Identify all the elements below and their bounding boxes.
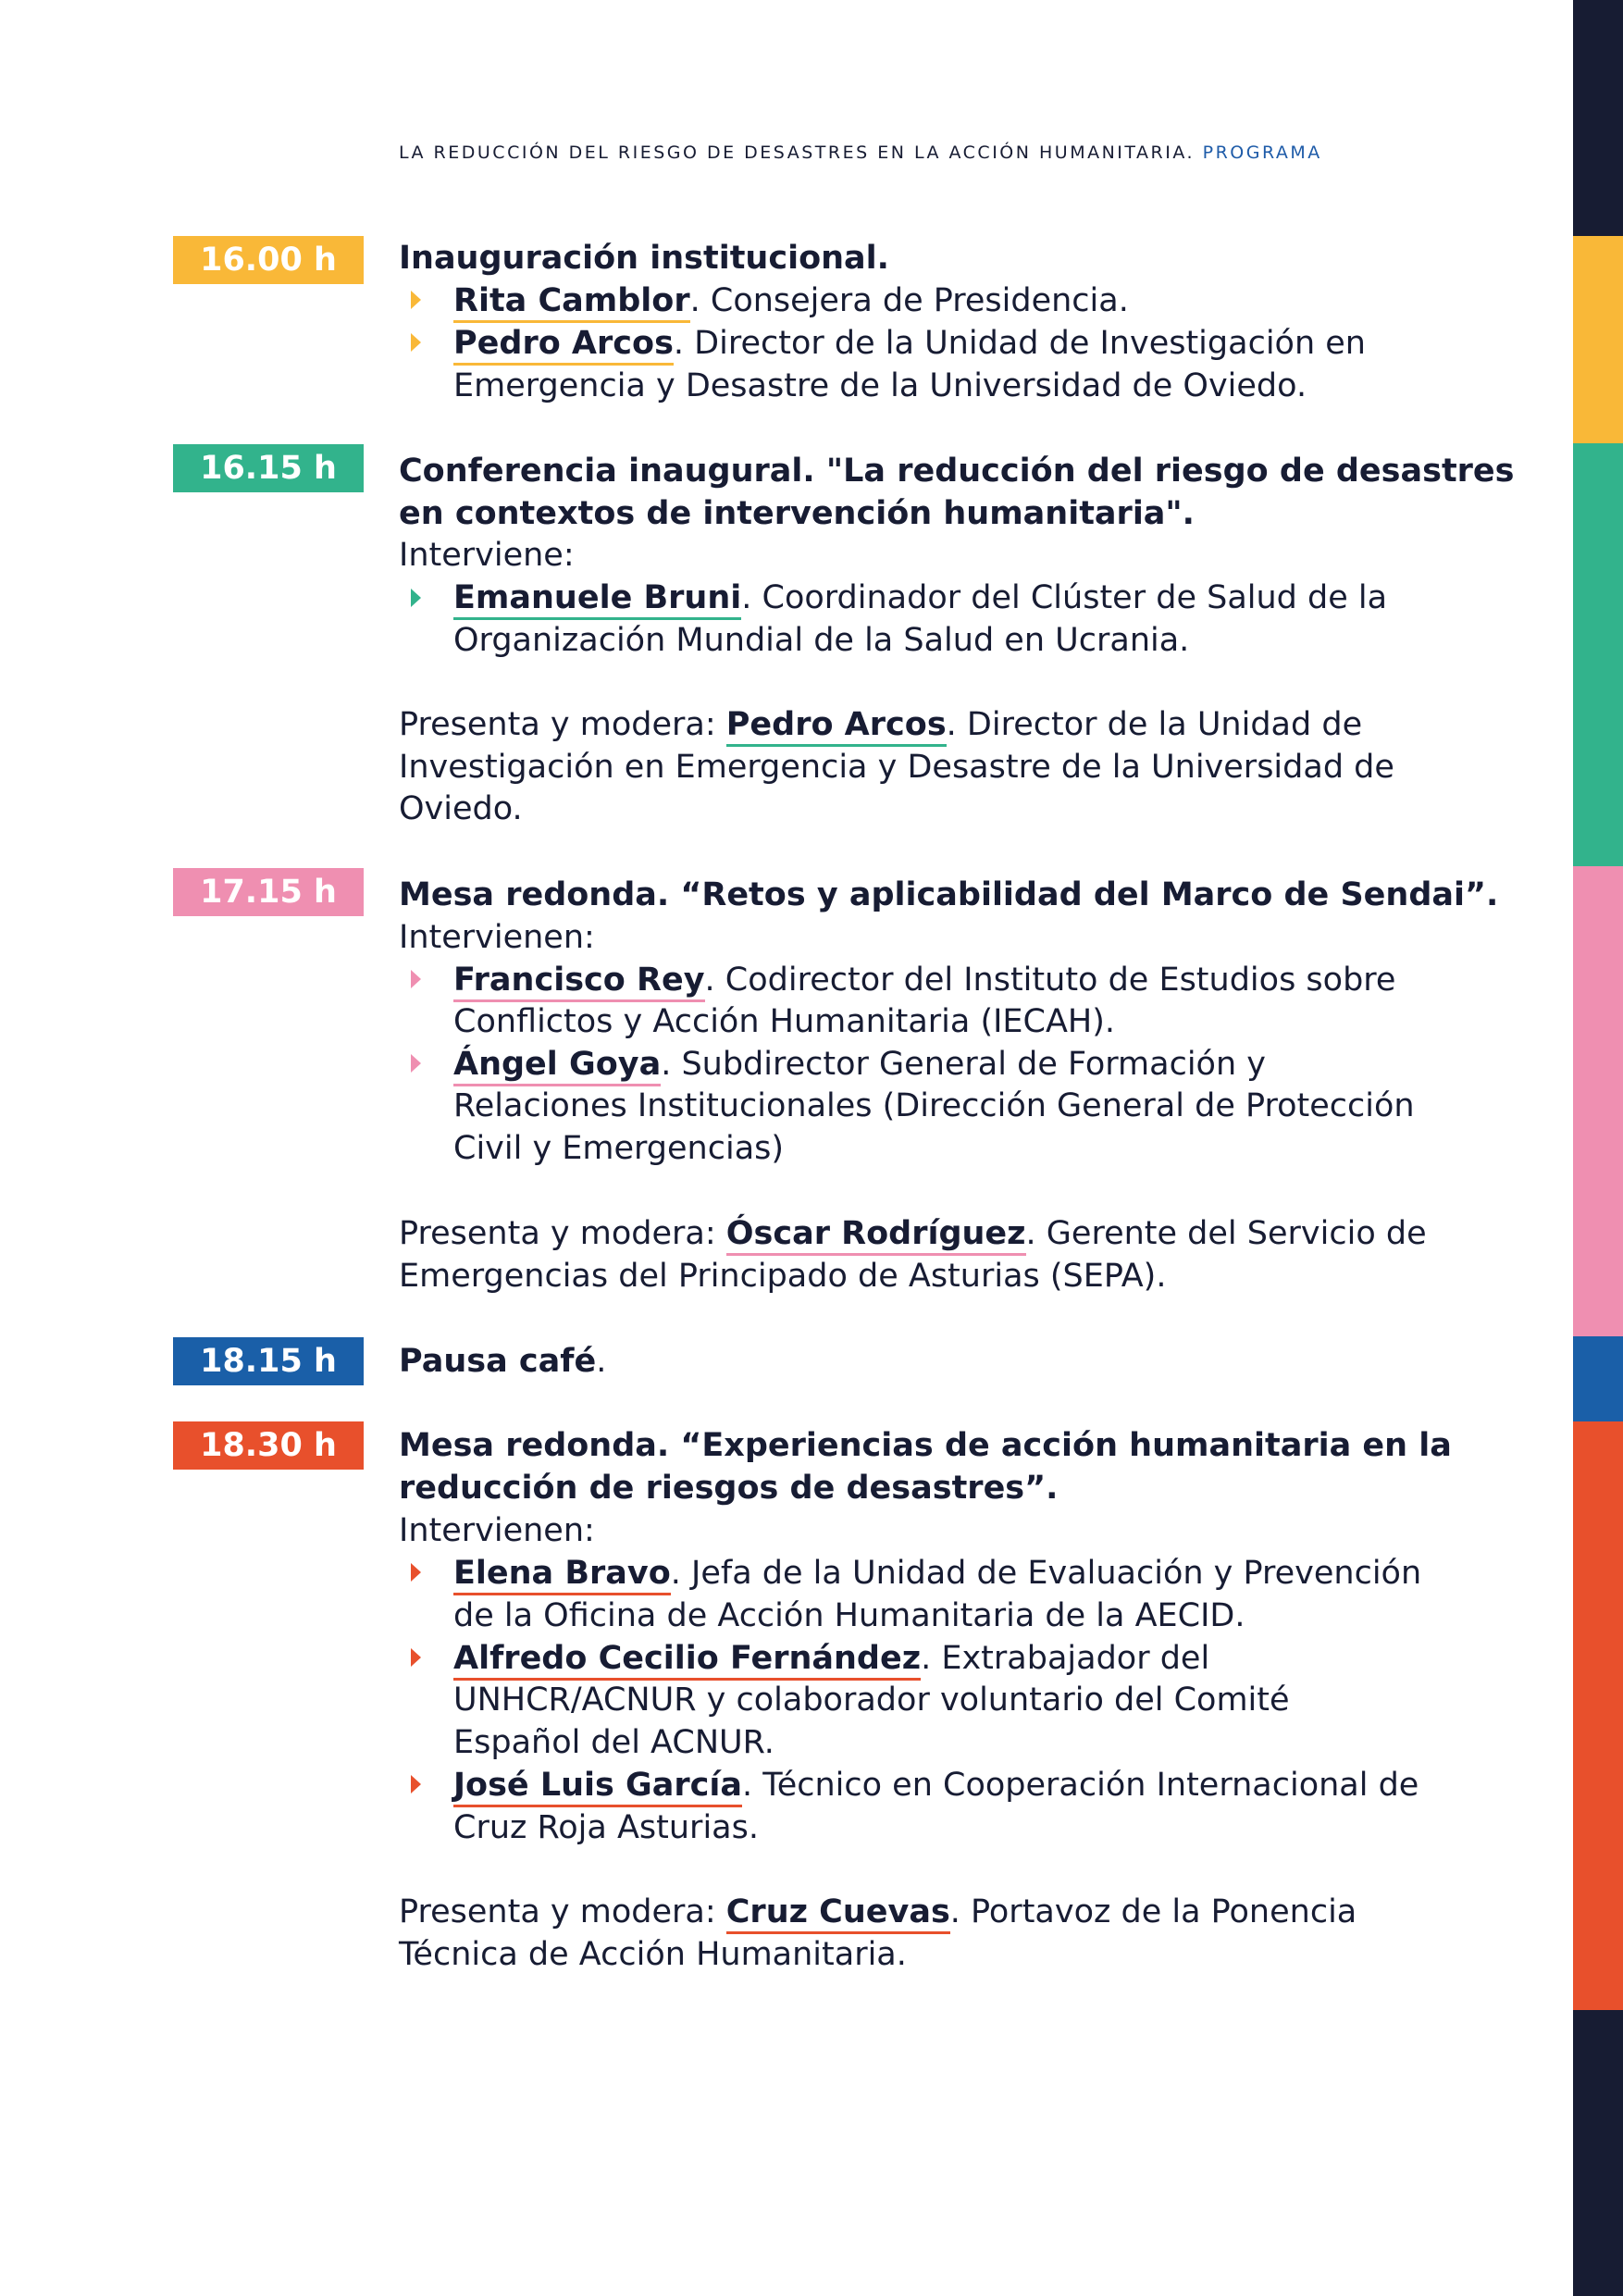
speaker-desc-line: Español del ACNUR. (453, 1724, 774, 1761)
speaker-line (453, 1552, 1421, 1595)
sidebar-segment-navy-bottom (1573, 2010, 1623, 2296)
speaker-desc-line: Relaciones Institucionales (Dirección General de Protección (453, 1087, 1415, 1124)
session-title: Mesa redonda. “Experiencias de acción humanitaria en la (399, 1427, 1452, 1464)
speaker-desc: . Subdirector General de Formación y (661, 1046, 1266, 1083)
speaker-desc-line: Cruz Roja Asturias. (453, 1809, 759, 1846)
moderator-line (399, 703, 1362, 746)
time-badge: 17.15 h (173, 868, 364, 916)
moderator-desc-line: Oviedo. (399, 790, 523, 827)
bullet-arrow-icon (411, 1563, 421, 1582)
moderator-name: Pedro Arcos (726, 706, 947, 747)
session-title-cont: reducción de riesgos de desastres”. (399, 1470, 1059, 1507)
sidebar-segment-yellow (1573, 236, 1623, 443)
moderator-label: Presenta y modera: (399, 706, 726, 743)
speaker-line (453, 1637, 1209, 1680)
time-badge: 18.30 h (173, 1421, 364, 1470)
speaker-desc-line: UNHCR/ACNUR y colaborador voluntario del Comité (453, 1682, 1290, 1719)
session-title: Pausa café (399, 1343, 597, 1380)
running-header (399, 143, 1322, 163)
moderator-desc: . Director de la Unidad de (946, 706, 1363, 743)
speaker-line (453, 577, 1387, 619)
speaker-desc-line: Emergencia y Desastre de la Universidad de Oviedo. (453, 367, 1307, 404)
speaker-desc: . Coordinador del Clúster de Salud de la (741, 579, 1388, 616)
sidebar-segment-green (1573, 443, 1623, 866)
speaker-name: Alfredo Cecilio Fernández (453, 1640, 921, 1681)
speaker-line (453, 1764, 1419, 1806)
speaker-desc-line: Conflictos y Acción Humanitaria (IECAH). (453, 1003, 1116, 1040)
speaker-desc: . Codirector del Instituto de Estudios sobre (704, 962, 1396, 999)
header-section: PROGRAMA (1202, 143, 1322, 163)
moderator-desc: . Gerente del Servicio de (1025, 1215, 1427, 1252)
bullet-arrow-icon (411, 1648, 421, 1667)
speaker-line (453, 1043, 1266, 1086)
speaker-name: Pedro Arcos (453, 325, 674, 366)
speaker-desc: . Director de la Unidad de Investigación en (673, 325, 1366, 362)
header-title: LA REDUCCIÓN DEL RIESGO DE DESASTRES EN LA ACCIÓN HUMANITARIA. (399, 143, 1196, 163)
session-title-cont: en contextos de intervención humanitaria". (399, 495, 1195, 532)
bullet-arrow-icon (411, 1054, 421, 1073)
speaker-name: Emanuele Bruni (453, 579, 741, 620)
moderator-label: Presenta y modera: (399, 1893, 726, 1930)
session-title: Mesa redonda. “Retos y aplicabilidad del Marco de Sendai”. (399, 876, 1499, 913)
speaker-name: Ángel Goya (453, 1046, 661, 1086)
speaker-desc: . Consejera de Presidencia. (689, 282, 1129, 319)
speaker-name: Elena Bravo (453, 1555, 671, 1595)
moderator-line (399, 1891, 1357, 1933)
bullet-arrow-icon (411, 589, 421, 607)
session-title: Conferencia inaugural. "La reducción del riesgo de desastres (399, 453, 1515, 490)
speakers-intro: Intervienen: (399, 919, 595, 956)
sidebar-segment-orange (1573, 1421, 1623, 2010)
speaker-desc: . Extrabajador del (921, 1640, 1210, 1677)
speakers-intro: Interviene: (399, 537, 575, 574)
time-badge: 18.15 h (173, 1337, 364, 1385)
moderator-desc-line: Técnica de Acción Humanitaria. (399, 1936, 907, 1973)
session-title: Inauguración institucional. (399, 240, 889, 277)
moderator-name: Cruz Cuevas (726, 1893, 950, 1934)
time-badge: 16.15 h (173, 444, 364, 492)
speaker-desc-line: Organización Mundial de la Salud en Ucrania. (453, 622, 1190, 659)
bullet-arrow-icon (411, 291, 421, 309)
bullet-arrow-icon (411, 970, 421, 988)
moderator-desc: . Portavoz de la Ponencia (949, 1893, 1357, 1930)
moderator-desc-line: Investigación en Emergencia y Desastre de la Universidad de (399, 749, 1394, 786)
speaker-name: José Luis García (453, 1767, 742, 1807)
bullet-arrow-icon (411, 1775, 421, 1793)
sidebar-segment-pink (1573, 866, 1623, 1336)
sidebar-segment-navy-top (1573, 0, 1623, 236)
speakers-intro: Intervienen: (399, 1512, 595, 1549)
sidebar-segment-blue (1573, 1336, 1623, 1421)
speaker-name: Rita Camblor (453, 282, 690, 323)
bullet-arrow-icon (411, 333, 421, 352)
moderator-name: Óscar Rodríguez (726, 1215, 1026, 1256)
speaker-line (453, 322, 1366, 365)
speaker-desc-line: de la Oficina de Acción Humanitaria de la AECID. (453, 1597, 1245, 1634)
speaker-line (453, 279, 1129, 322)
session-title-end: . (596, 1343, 607, 1380)
moderator-desc-line: Emergencias del Principado de Asturias (SEPA). (399, 1258, 1167, 1295)
moderator-line (399, 1212, 1427, 1255)
session-title-line (399, 1340, 606, 1383)
speaker-desc: . Técnico en Cooperación Internacional de (742, 1767, 1419, 1804)
moderator-label: Presenta y modera: (399, 1215, 726, 1252)
speaker-desc: . Jefa de la Unidad de Evaluación y Prevención (670, 1555, 1422, 1592)
speaker-name: Francisco Rey (453, 962, 705, 1002)
speaker-line (453, 959, 1395, 1001)
speaker-desc-line: Civil y Emergencias) (453, 1130, 785, 1167)
time-badge: 16.00 h (173, 236, 364, 284)
color-sidebar (1573, 0, 1623, 2296)
